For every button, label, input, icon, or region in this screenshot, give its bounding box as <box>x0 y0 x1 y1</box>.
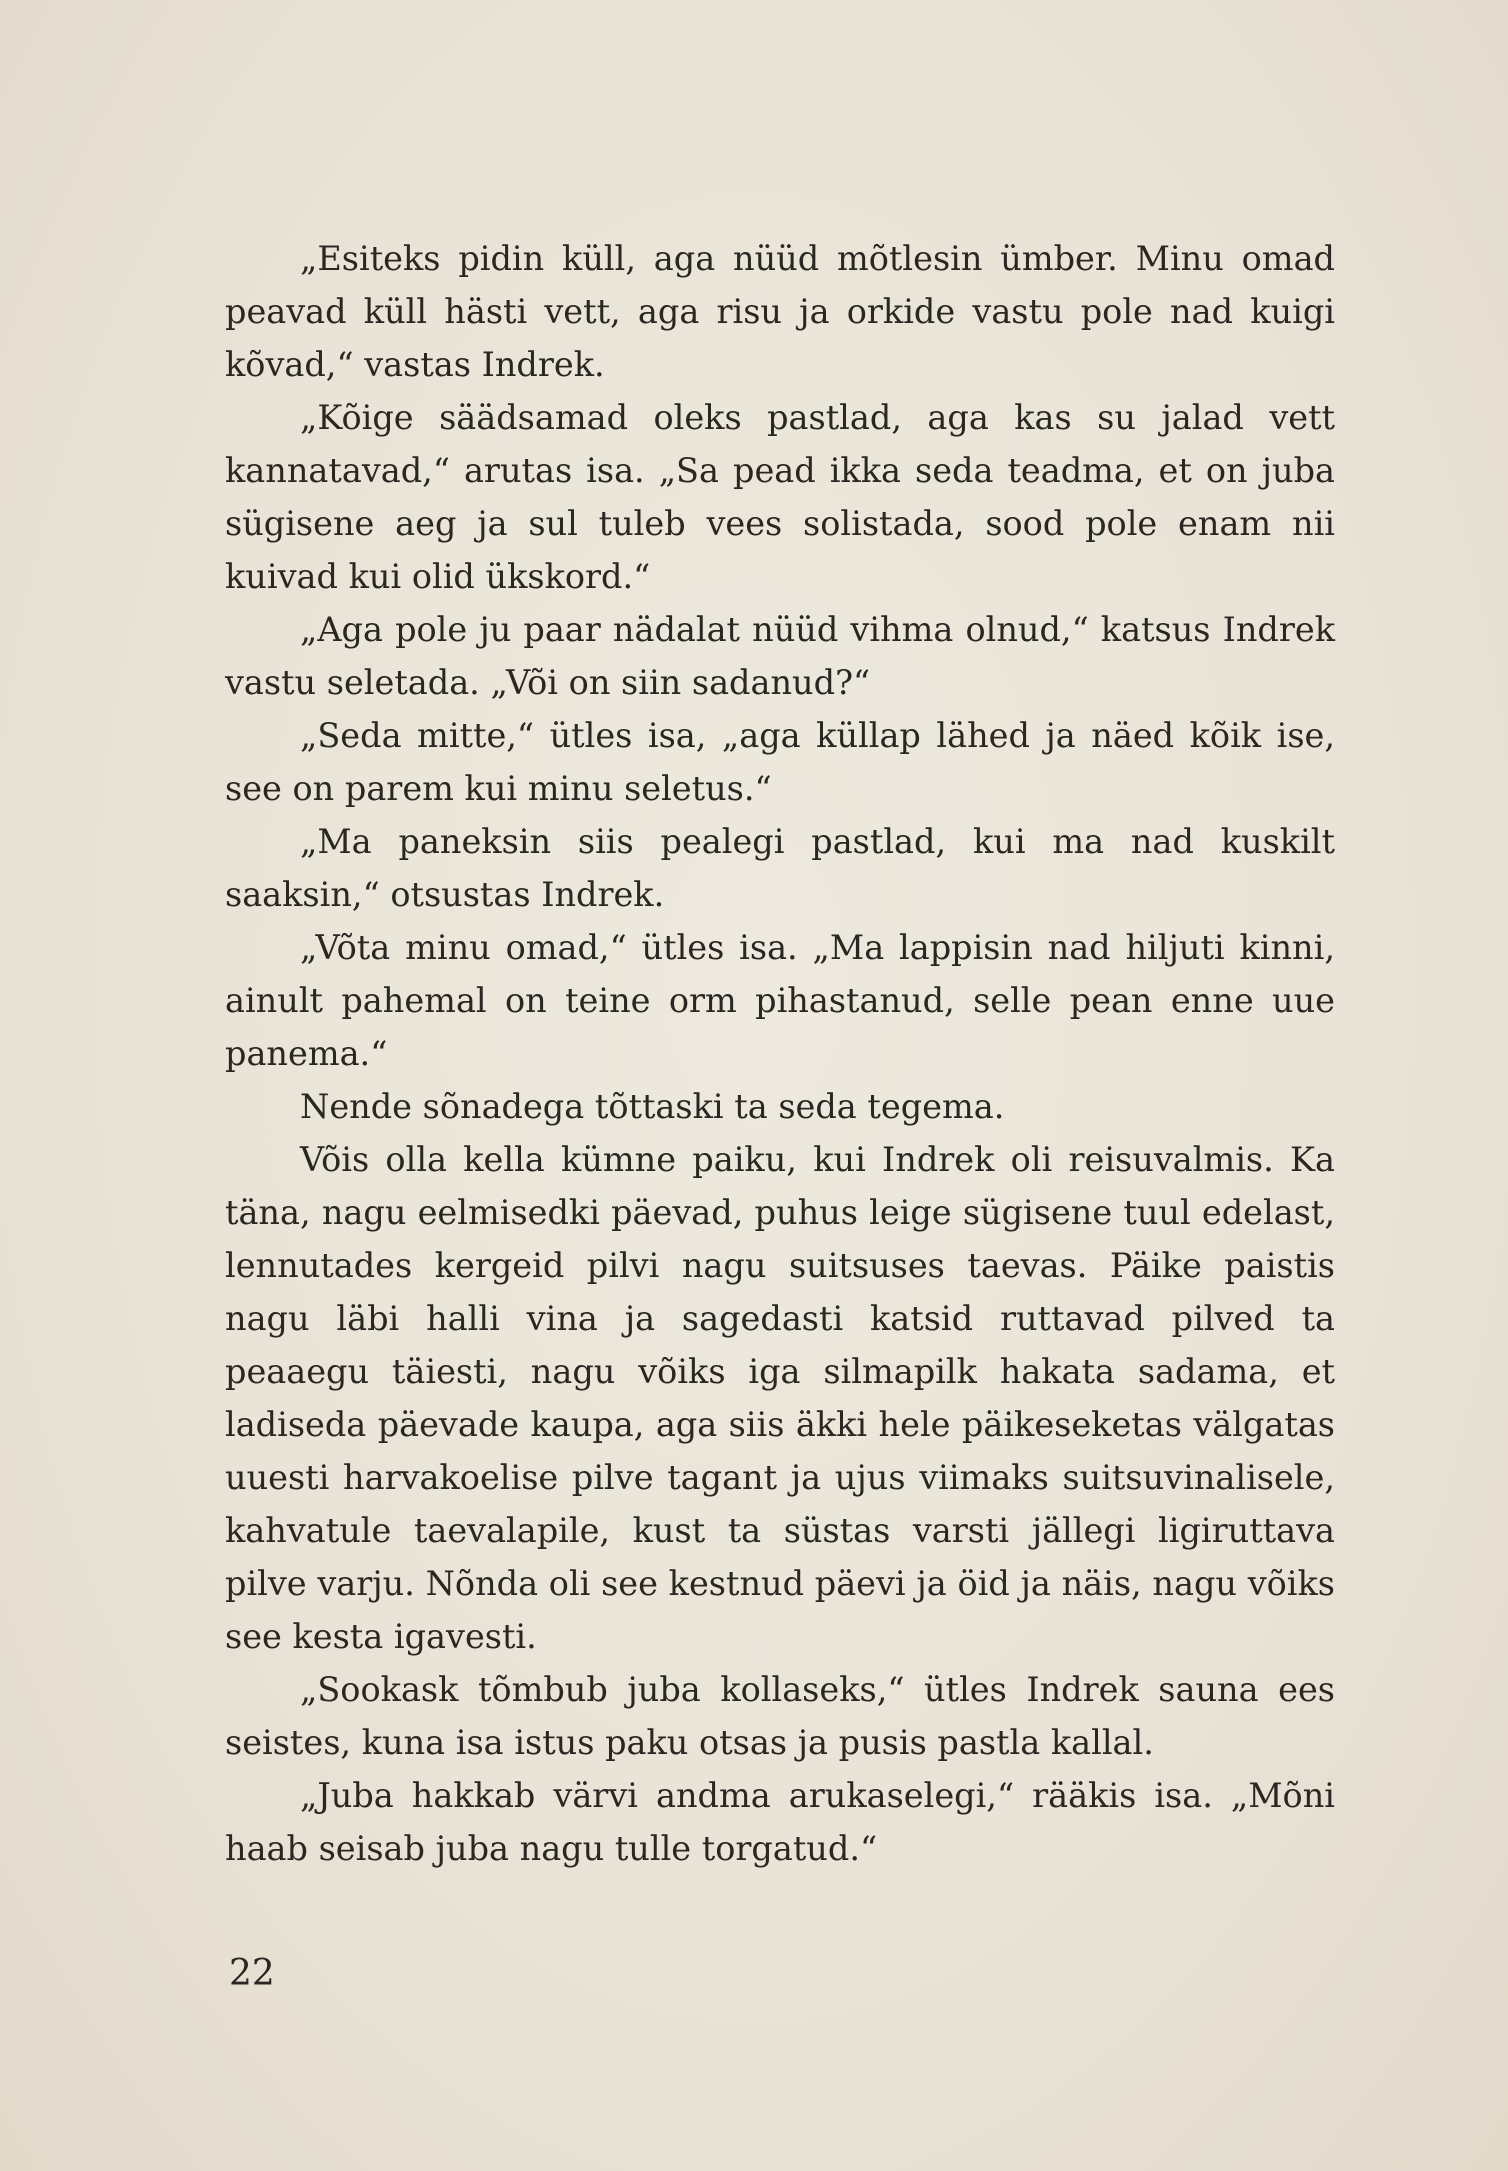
paragraph: „Kõige säädsamad oleks pastlad, aga kas su jalad vett kannatavad,“ arutas isa. „Sa pead ikka seda teadma, et on juba sügisene aeg ja sul tuleb vees solistada, sood pole enam nii kuivad kui olid ükskord.“ <box>225 398 1335 596</box>
body-text <box>225 232 1335 1875</box>
paragraph: „Esiteks pidin küll, aga nüüd mõtlesin ümber. Minu omad peavad küll hästi vett, aga risu ja orkide vastu pole nad kuigi kõvad,“ vastas Indrek. <box>225 239 1335 384</box>
paragraph: „Ma paneksin siis pealegi pastlad, kui ma nad kuskilt saaksin,“ otsustas Indrek. <box>225 822 1335 914</box>
page-number: 22 <box>229 1953 275 1994</box>
paragraph: „Juba hakkab värvi andma arukaselegi,“ rääkis isa. „Mõni haab seisab juba nagu tulle torgatud.“ <box>225 1776 1335 1868</box>
paragraph: „Sookask tõmbub juba kollaseks,“ ütles Indrek sauna ees seistes, kuna isa istus paku otsas ja pusis pastla kallal. <box>225 1670 1335 1762</box>
paragraph: „Seda mitte,“ ütles isa, „aga küllap lähed ja näed kõik ise, see on parem kui minu seletus.“ <box>225 716 1335 808</box>
paragraph: Nende sõnadega tõttaski ta seda tegema. <box>300 1087 1005 1126</box>
paragraph: „Võta minu omad,“ ütles isa. „Ma lappisin nad hiljuti kinni, ainult pahemal on teine orm pihastanud, selle pean enne uue panema.“ <box>225 928 1335 1073</box>
paragraph: „Aga pole ju paar nädalat nüüd vihma olnud,“ katsus Indrek vastu seletada. „Või on siin sadanud?“ <box>225 610 1335 702</box>
paragraph: Võis olla kella kümne paiku, kui Indrek oli reisuvalmis. Ka täna, nagu eelmisedki päevad, puhus leige sügisene tuul edelast, lennutades kergeid pilvi nagu suitsuses taevas. Päike paistis nagu läbi halli vina ja sagedasti katsid ruttavad pilved ta peaaegu täiesti, nagu võiks iga silmapilk hakata sadama, et ladiseda päevade kaupa, aga siis äkki hele päikeseketas välgatas uuesti harvakoelise pilve tagant ja ujus viimaks suitsuvinalisele, kahvatule taevalapile, kust ta süstas varsti jällegi ligiruttava pilve varju. Nõnda oli see kestnud päevi ja öid ja näis, nagu võiks see kesta igavesti. <box>225 1140 1335 1656</box>
